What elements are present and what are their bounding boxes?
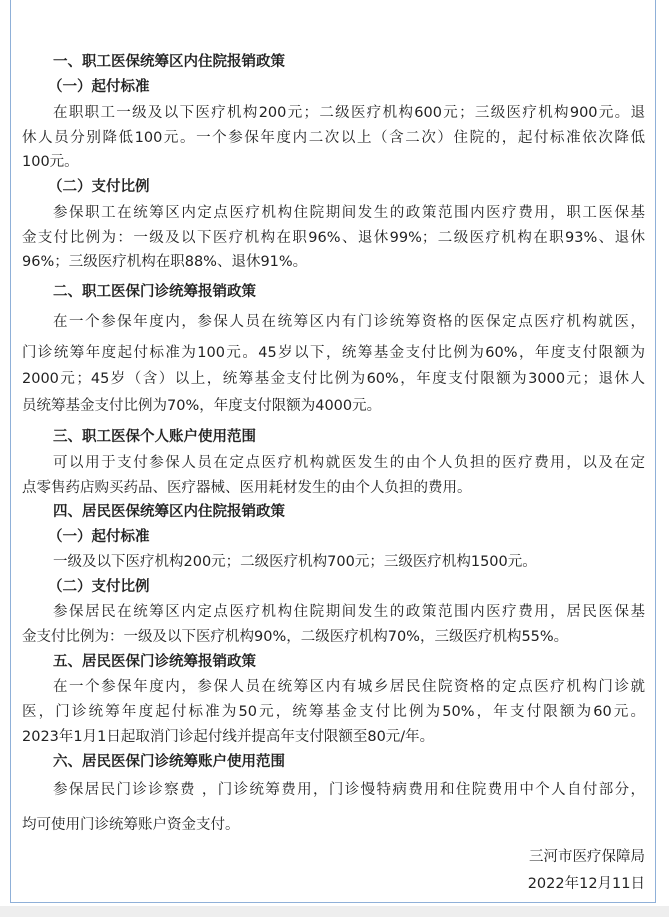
paragraph-line: 医，门诊统筹年度起付标准为50元，统筹基金支付比例为50%，年支付限额为60元。 — [22, 704, 645, 720]
paragraph-line: 2023年1月1日起取消门诊起付线并提高年支付限额至80元/年。 — [22, 729, 435, 745]
paragraph-line: 在一个参保年度内，参保人员在统筹区内有城乡居民住院资格的定点医疗机构门诊就 — [53, 679, 645, 695]
subheading: （一）起付标准 — [48, 79, 150, 95]
section-heading: 四、居民医保统筹区内住院报销政策 — [53, 504, 285, 520]
section-heading: 六、居民医保门诊统筹账户使用范围 — [53, 754, 285, 770]
paragraph-line: 参保职工在统筹区内定点医疗机构住院期间发生的政策范围内医疗费用，职工医保基 — [53, 205, 645, 221]
subheading: （二）支付比例 — [48, 579, 150, 595]
paragraph-line: 参保居民在统筹区内定点医疗机构住院期间发生的政策范围内医疗费用，居民医保基 — [53, 604, 645, 620]
paragraph-line: 休人员分别降低100元。一个参保年度内二次以上（含二次）住院的，起付标准依次降低 — [22, 130, 645, 146]
paragraph-line: 门诊统筹年度起付标准为100元。45岁以下，统筹基金支付比例为60%，年度支付限额为 — [22, 345, 645, 361]
subheading: （二）支付比例 — [48, 179, 150, 195]
subheading: （一）起付标准 — [48, 529, 150, 545]
section-heading: 三、职工医保个人账户使用范围 — [53, 429, 256, 445]
paragraph-line: 2000元；45岁（含）以上，统筹基金支付比例为60%，年度支付限额为3000元；退休人 — [22, 371, 645, 387]
signature-org: 三河市医疗保障局 — [529, 849, 645, 865]
signature-date: 2022年12月11日 — [527, 876, 645, 892]
paragraph-line: 点零售药店购买药品、医疗器械、医用耗材发生的由个人负担的费用。 — [22, 480, 472, 496]
section-heading: 五、居民医保门诊统筹报销政策 — [53, 654, 256, 670]
paragraph-line: 96%；三级医疗机构在职88%、退休91%。 — [22, 254, 308, 270]
paragraph-line: 员统筹基金支付比例为70%，年度支付限额为4000元。 — [22, 398, 382, 414]
paragraph-line: 参保居民门诊诊察费 ，门诊统筹费用，门诊慢特病费用和住院费用中个人自付部分， — [53, 782, 645, 798]
paragraph-line: 可以用于支付参保人员在定点医疗机构就医发生的由个人负担的医疗费用，以及在定 — [53, 455, 645, 471]
section-heading: 一、职工医保统筹区内住院报销政策 — [53, 54, 285, 70]
paragraph-line: 在一个参保年度内，参保人员在统筹区内有门诊统筹资格的医保定点医疗机构就医， — [53, 314, 645, 330]
paragraph-line: 金支付比例为：一级及以下医疗机构90%，二级医疗机构70%，三级医疗机构55%。 — [22, 629, 569, 645]
section-heading: 二、职工医保门诊统筹报销政策 — [53, 284, 256, 300]
paragraph-line: 一级及以下医疗机构200元；二级医疗机构700元；三级医疗机构1500元。 — [53, 554, 537, 570]
paragraph-line: 100元。 — [22, 154, 79, 170]
bottom-bar — [0, 906, 669, 917]
paragraph-line: 在职职工一级及以下医疗机构200元；二级医疗机构600元；三级医疗机构900元。退 — [53, 105, 645, 121]
paragraph-line: 均可使用门诊统筹账户资金支付。 — [22, 817, 240, 833]
paragraph-line: 金支付比例为：一级及以下医疗机构在职96%、退休99%；二级医疗机构在职93%、退休 — [22, 230, 645, 246]
